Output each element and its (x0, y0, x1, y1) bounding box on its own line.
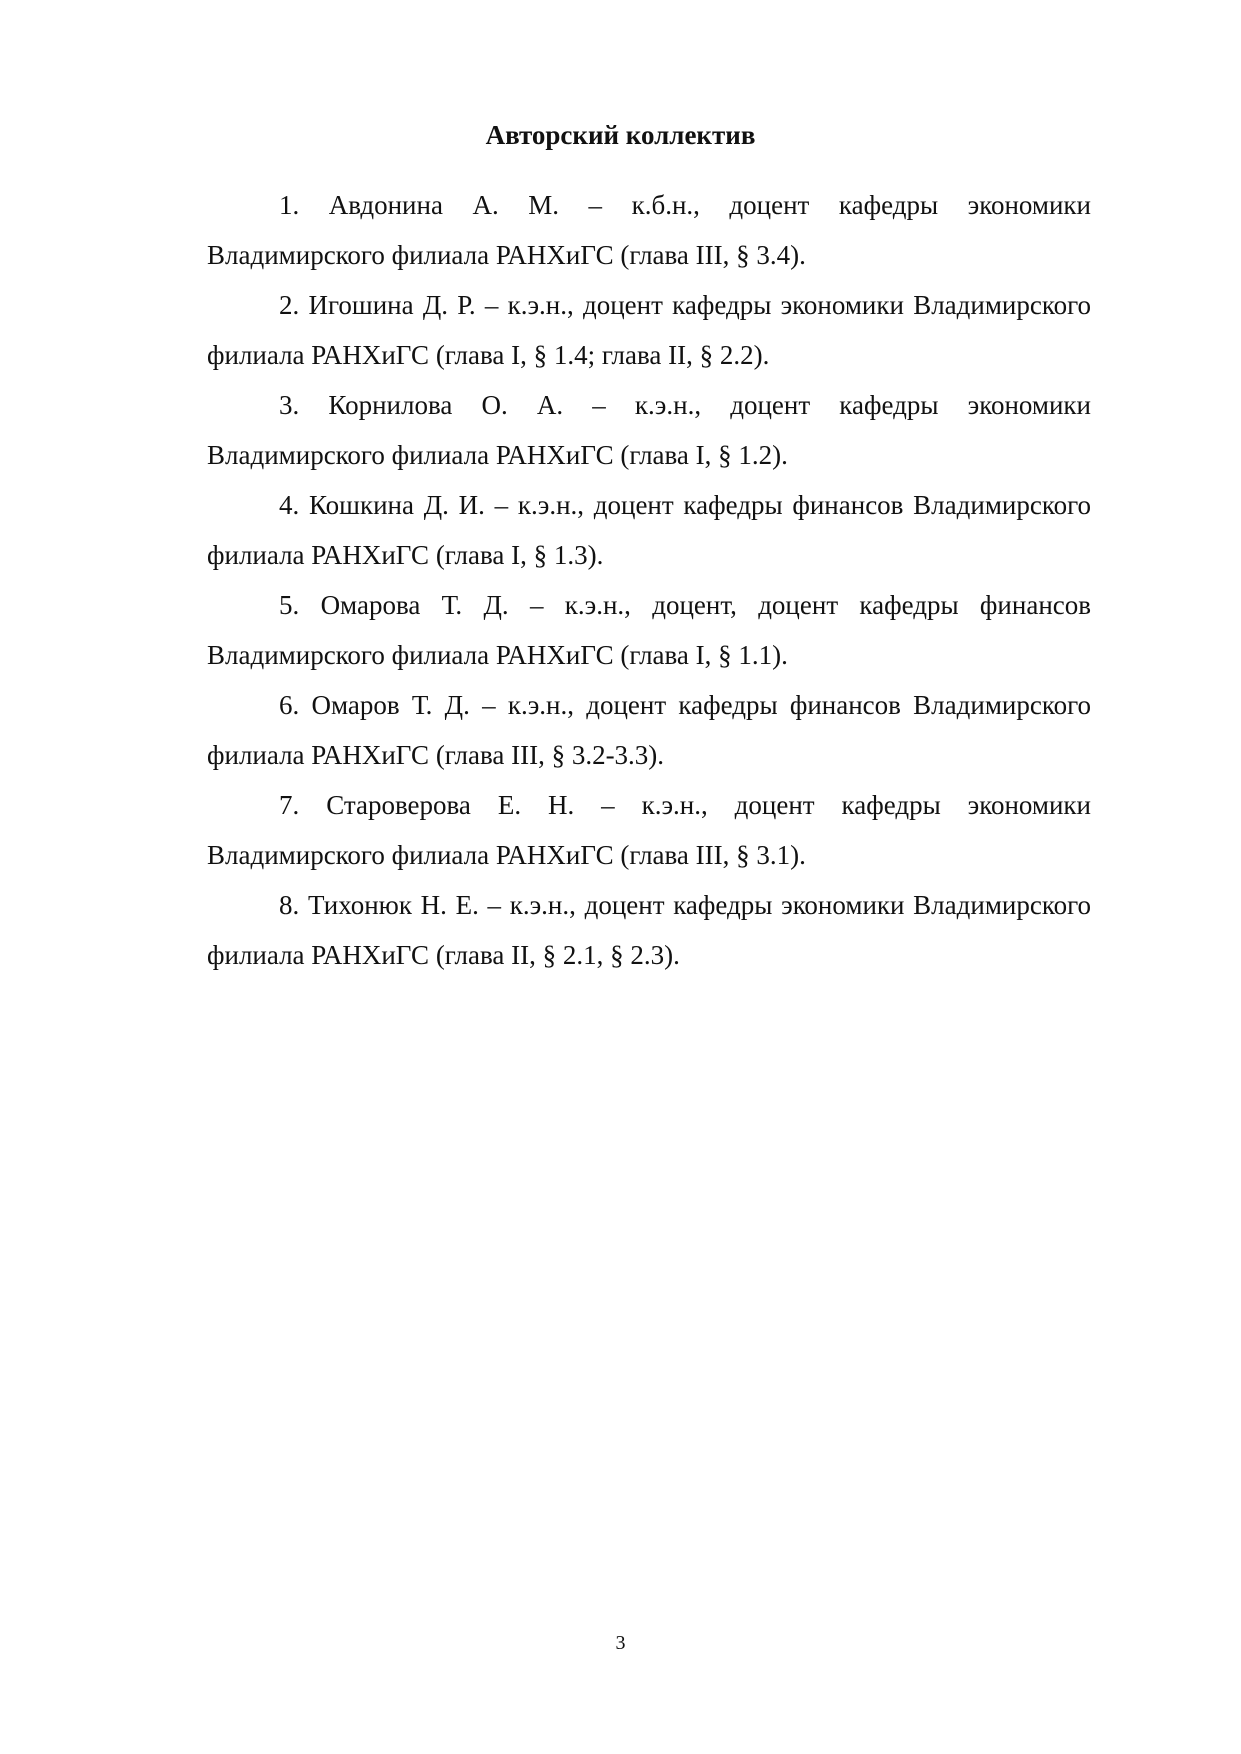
list-item-text: Омаров Т. Д. – к.э.н., доцент кафедры финансов Владимирского филиала РАНХиГС (глава III, § 3.2-3.3). (207, 690, 1091, 770)
list-item-number: 5. (279, 590, 300, 620)
list-item-number: 3. (279, 390, 300, 420)
list-item-number: 8. (279, 890, 300, 920)
list-item (207, 580, 1091, 680)
list-item-text: Кошкина Д. И. – к.э.н., доцент кафедры финансов Владимирского филиала РАНХиГС (глава I, § 1.3). (207, 490, 1091, 570)
list-item-text: Тихонюк Н. Е. – к.э.н., доцент кафедры экономики Владимирского филиала РАНХиГС (глава II, § 2.1, § 2.3). (207, 890, 1091, 970)
list-item-number: 6. (279, 690, 300, 720)
list-item-text: Корнилова О. А. – к.э.н., доцент кафедры экономики Владимирского филиала РАНХиГС (глава I, § 1.2). (207, 390, 1091, 470)
list-item-text: Авдонина А. М. – к.б.н., доцент кафедры экономики Владимирского филиала РАНХиГС (глава III, § 3.4). (207, 190, 1091, 270)
list-item (207, 480, 1091, 580)
list-item (207, 280, 1091, 380)
list-item (207, 780, 1091, 880)
page-title: Авторский коллектив (485, 120, 756, 150)
list-item-number: 2. (279, 290, 300, 320)
list-item-number: 4. (279, 490, 300, 520)
list-item (207, 180, 1091, 280)
page-number: 3 (615, 1632, 626, 1654)
list-item-text: Игошина Д. Р. – к.э.н., доцент кафедры экономики Владимирского филиала РАНХиГС (глава I, § 1.4; глава II, § 2.2). (207, 290, 1092, 370)
list-item-number: 1. (279, 190, 300, 220)
list-item (207, 380, 1091, 480)
author-list (207, 180, 1091, 980)
list-item-text: Староверова Е. Н. – к.э.н., доцент кафедры экономики Владимирского филиала РАНХиГС (глава III, § 3.1). (207, 790, 1092, 870)
list-item (207, 680, 1091, 780)
list-item-text: Омарова Т. Д. – к.э.н., доцент, доцент кафедры финансов Владимирского филиала РАНХиГС (глава I, § 1.1). (207, 590, 1091, 670)
list-item-number: 7. (279, 790, 300, 820)
list-item (207, 880, 1091, 980)
